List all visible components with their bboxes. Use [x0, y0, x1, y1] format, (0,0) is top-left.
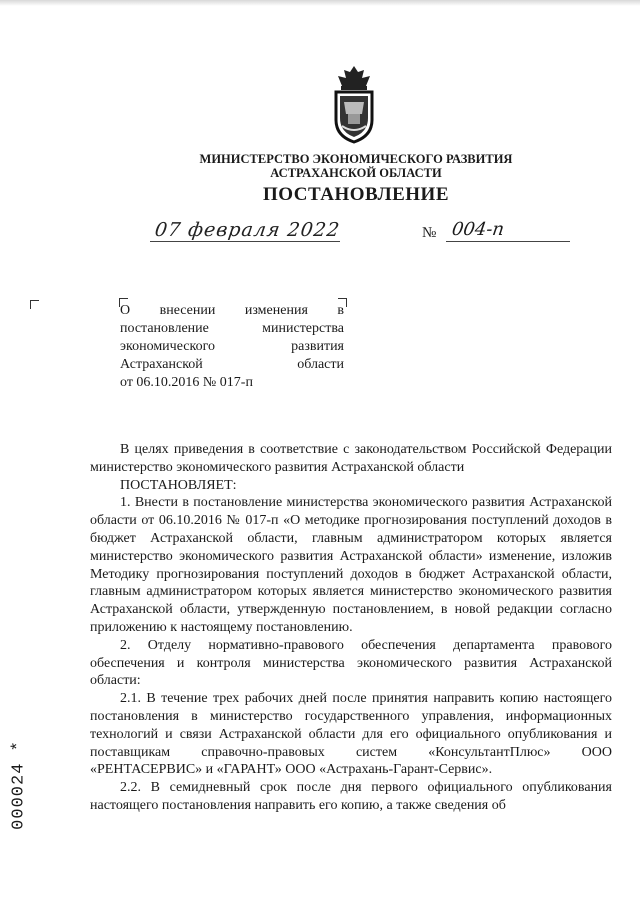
- body-paragraph: 1. Внести в постановление министерства экономического развития Астраханской области от 06.10.2016 № 017-п «О методике прогнозирования поступлений доходов в бюджет Астраханской области, главным администратором которых является министерство экономического развития Астраханской области» изменение, изложив Методику прогнозирования поступлений доходов в бюджет Астраханской области, главным администратором которых является министерство экономического развития Астраханской области, утвержденную постановлением, в новой редакции согласно приложению к настоящему постановлению.: [90, 495, 612, 635]
- document-number: 004-п: [450, 219, 506, 240]
- body-paragraph: 2. Отделу нормативно-правового обеспечения департамента правового обеспечения и контроля министерства экономического развития Астраханской области:: [90, 637, 612, 689]
- document-date: 07 февраля 2022: [153, 219, 342, 241]
- subject-line: Астраханской области: [120, 357, 344, 372]
- body-paragraph: 2.1. В течение трех рабочих дней после принятия направить копию настоящего постановления в министерство государственного управления, информационных технологий и связи Астраханской области для его официального опубликования и поставщикам справочно-правовых систем «КонсультантПлюс» ООО «РЕНТАСЕРВИС» и «ГАРАНТ» ООО «Астрахань-Гарант-Сервис».: [90, 691, 612, 778]
- ministry-line-1: МИНИСТЕРСТВО ЭКОНОМИЧЕСКОГО РАЗВИТИЯ: [199, 152, 513, 166]
- subject-line: экономического развития: [120, 339, 344, 354]
- document-subject: [120, 302, 344, 392]
- scan-edge: [0, 0, 640, 6]
- number-underline: [446, 241, 570, 242]
- ministry-name: [36, 152, 640, 180]
- subject-line: от 06.10.2016 № 017-п: [120, 375, 253, 390]
- date-underline: [150, 241, 340, 242]
- document-body: [90, 441, 612, 815]
- subject-line: О внесении изменения в: [120, 303, 344, 318]
- serial-number: 000024 *: [9, 740, 29, 830]
- document-type-title: ПОСТАНОВЛЕНИЕ: [262, 184, 450, 205]
- subject-line: постановление министерства: [120, 321, 344, 336]
- body-paragraph: В целях приведения в соответствие с законодательством Российской Федерации министерство экономического развития Астраханской области: [90, 442, 612, 475]
- coat-of-arms-icon: [328, 62, 380, 144]
- number-label: №: [422, 225, 437, 241]
- resolves-heading: ПОСТАНОВЛЯЕТ:: [120, 477, 237, 493]
- serial-stamp: [4, 730, 34, 840]
- body-paragraph: 2.2. В семидневный срок после дня первого официального опубликования настоящего постановления направить его копию, а также сведения об: [90, 780, 612, 813]
- ministry-line-2: АСТРАХАНСКОЙ ОБЛАСТИ: [270, 166, 442, 180]
- corner-mark: [30, 300, 39, 309]
